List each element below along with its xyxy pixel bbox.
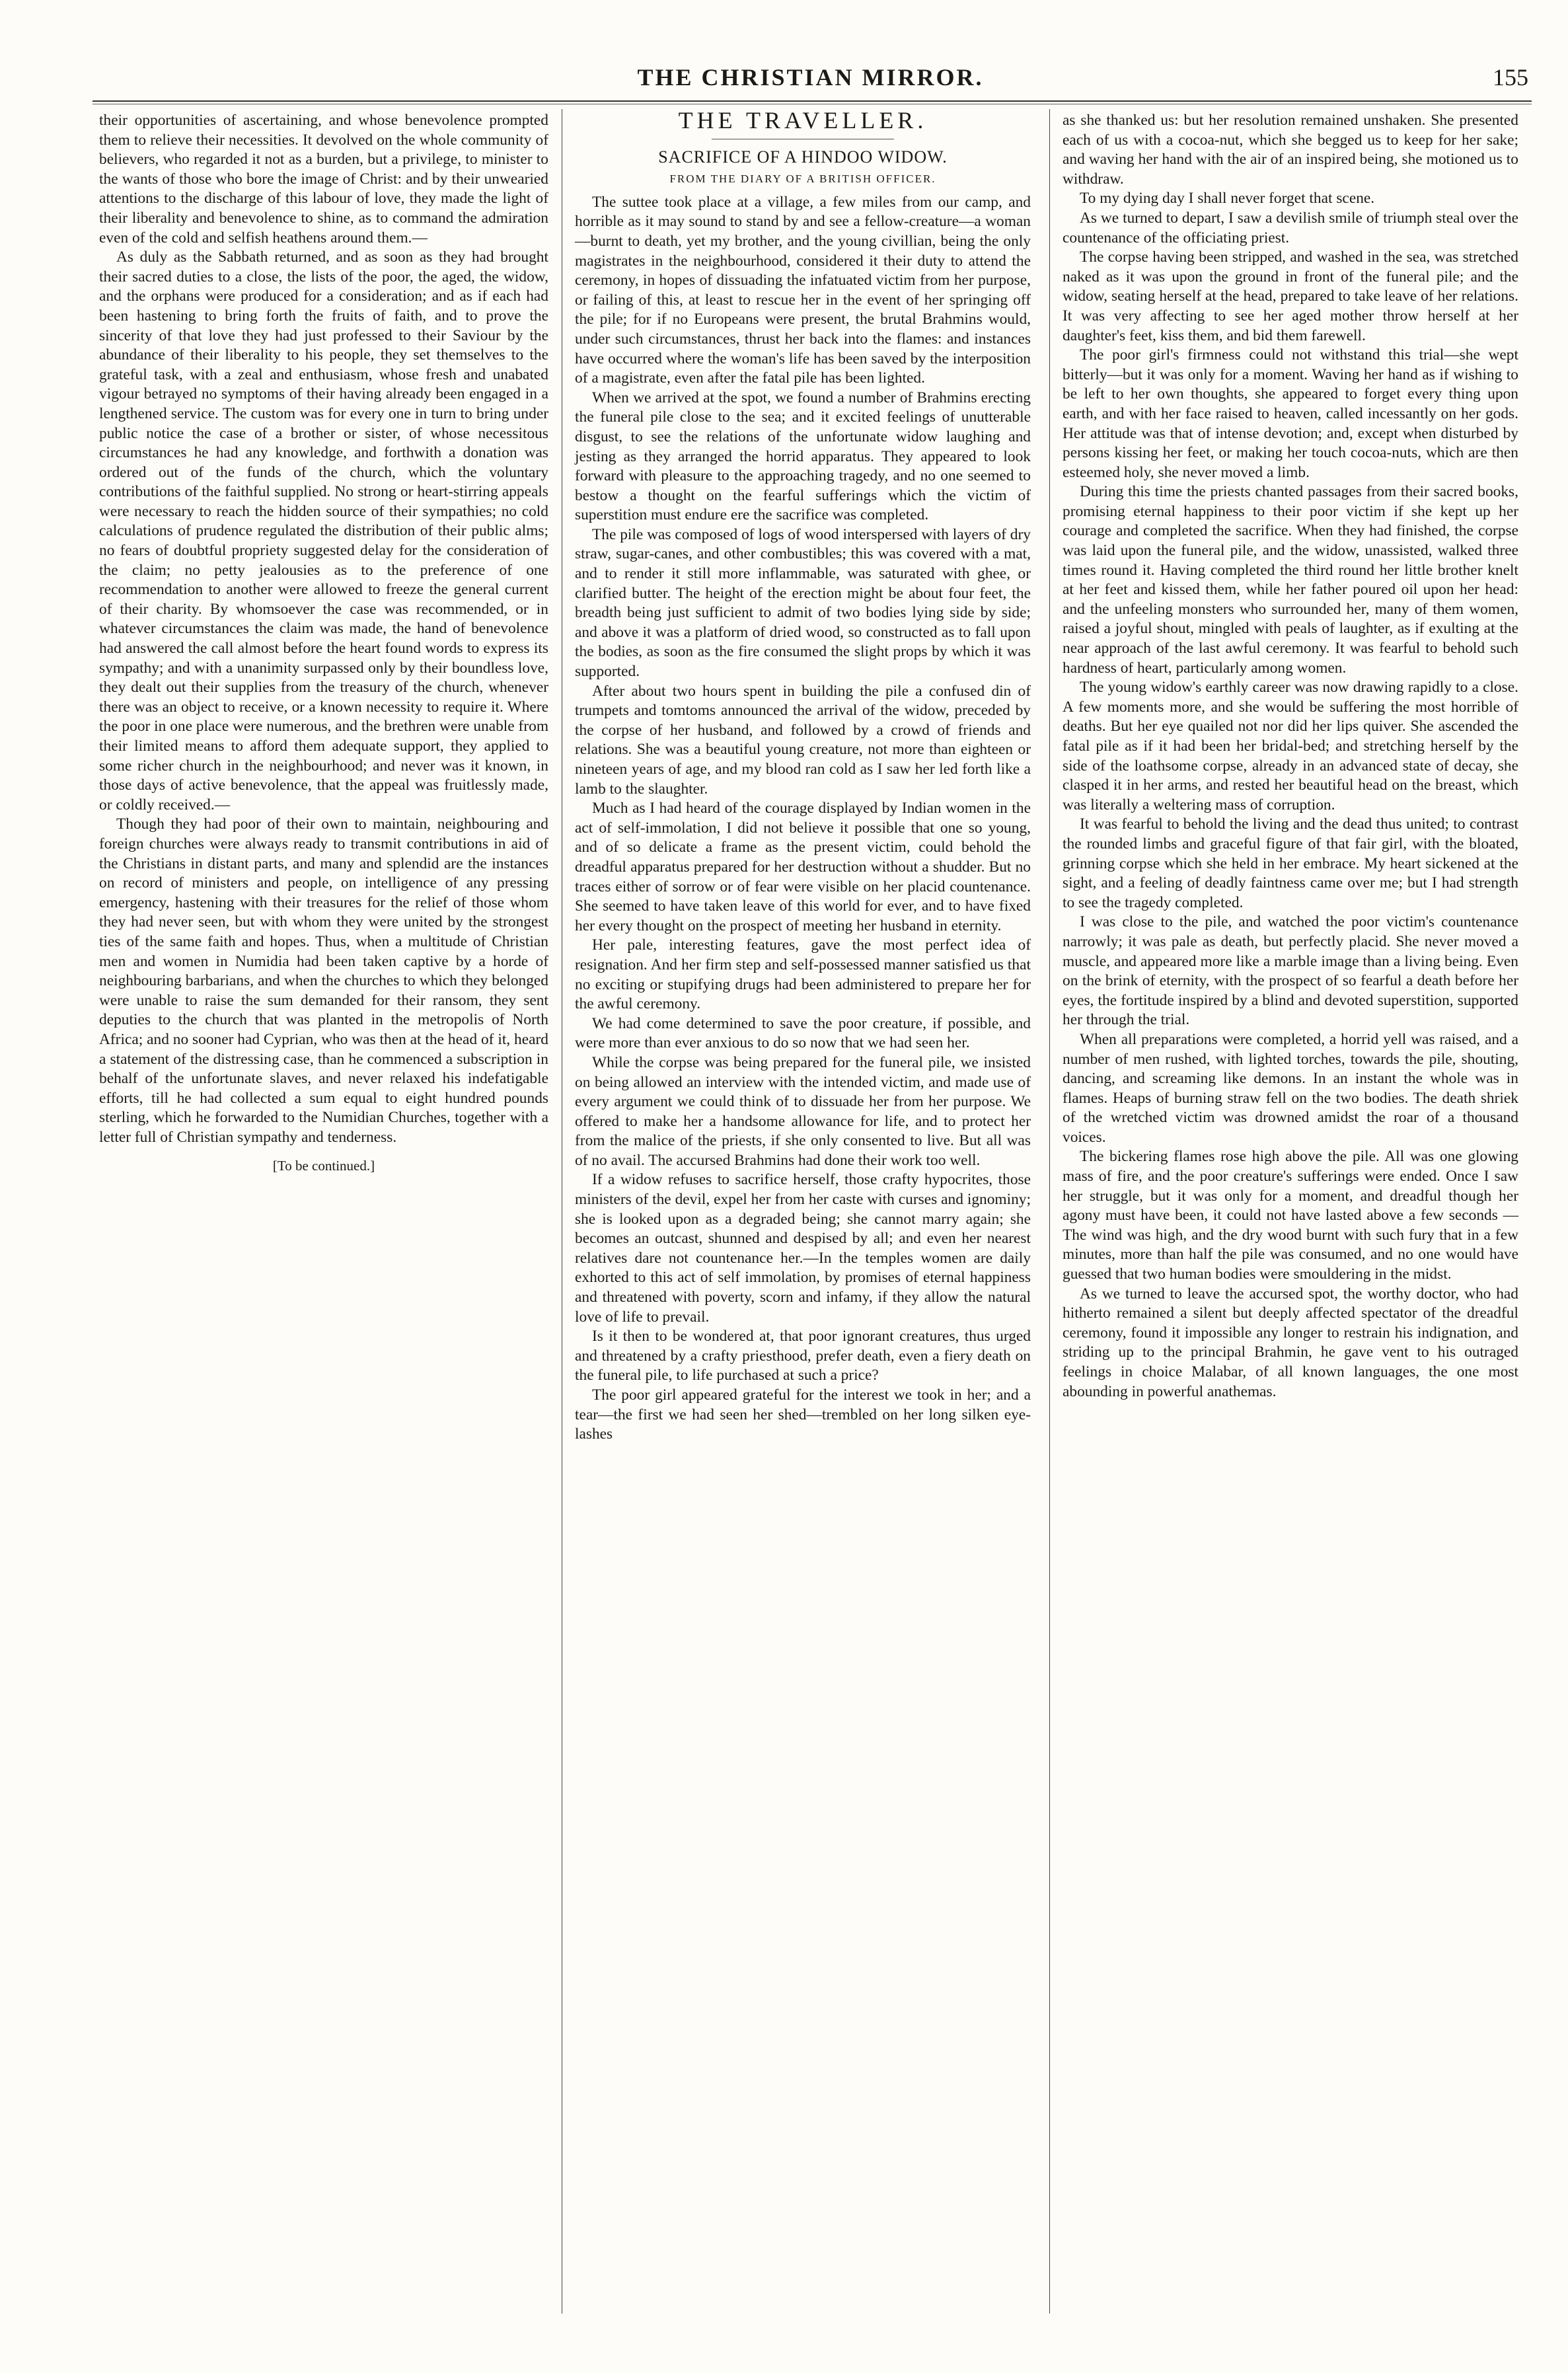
header-rule xyxy=(93,100,1532,102)
paragraph: The bickering flames rose high above the pile. All was one glowing mass of fire, and the poor creature's sufferings were ended. Once I saw her struggle, but it was only for a moment, and dreadful though her agony must have been, it could not have lasted above a few seconds — The wind was high, and the dry wood burnt with such fury that in a few minutes, more than half the pile was consumed, and no one would have guessed that two human bodies were smouldering in the midst. xyxy=(1063,1148,1518,1283)
column-divider xyxy=(1049,109,1050,2314)
paragraph: The young widow's earthly career was now drawing rapidly to a close. A few moments more, and she would be suffering the most horrible of deaths. But her eye quailed not nor did her lips quiver. She ascended the fatal pile as if it had been her bridal-bed; and stretching herself by the side of the loathsome corpse, already in an advanced state of decay, she clasped it in her arms, and rested her beautiful head on the breast, which was literally a weltering mass of corruption. xyxy=(1063,679,1518,813)
paragraph: If a widow refuses to sacrifice herself, those crafty hypocrites, those ministers of the devil, expel her from her caste with curses and ignominy; she is looked upon as a degraded being; she cannot marry again; she becomes an outcast, shunned and despised by all; and even her nearest relatives dare not countenance her.—In the temples women are daily exhorted to this act of self immolation, by promises of eternal happiness and threatened with poverty, scorn and infamy, if they allow the natural love of life to prevail. xyxy=(575,1171,1031,1326)
column-2 xyxy=(575,107,1031,1445)
paragraph: Her pale, interesting features, gave the most perfect idea of resignation. And her firm step and self-possessed manner satisfied us that no exciting or stupifying drugs had been administered to prepare her for the awful ceremony. xyxy=(575,936,1031,1013)
paragraph: The poor girl appeared grateful for the interest we took in her; and a tear—the first we had seen her shed—trembled on her long silken eye-lashes xyxy=(575,1386,1031,1443)
paragraph: Though they had poor of their own to maintain, neighbouring and foreign churches were always ready to transmit contributions in aid of the Christians in distant parts, and many and splendid are the instances on record of ministers and people, on intelligence of any pressing emergency, hastening with their treasures for the relief of those whom they had never seen, but with whom they were united by the strongest ties of the same faith and hopes. Thus, when a multitude of Christian men and women in Numidia had been taken captive by a horde of neighbouring barbarians, and when the churches to which they belonged were unable to raise the sum demanded for their ransom, they sent deputies to the church that was planted in the metropolis of North Africa; and no sooner had Cyprian, who was then at the head of it, heard a statement of the distressing case, than he commenced a subscription in behalf of the unfortunate slaves, and never relaxed his indefatigable efforts, till he had collected a sum equal to eight hundred pounds sterling, which he forwarded to the Numidian Churches, together with a letter full of Christian sympathy and tenderness. xyxy=(99,815,548,1146)
page-number: 155 xyxy=(1493,64,1528,91)
paragraph: Much as I had heard of the courage displayed by Indian women in the act of self-immolation, I did not believe it possible that one so young, and of so delicate a frame as the present victim, could behold the dreadful apparatus prepared for her destruction without a shudder. But no traces either of sorrow or of fear were visible on her placid countenance. She seemed to have taken leave of this world for ever, and to have fixed her every thought on the prospect of meeting her husband in eternity. xyxy=(575,800,1031,934)
paragraph: While the corpse was being prepared for the funeral pile, we insisted on being allowed an interview with the intended victim, and made use of every argument we could think of to dissuade her from her purpose. We offered to make her a handsome allowance for life, and to protect her from the malice of the priests, if she only consented to live. But all was of no avail. The accursed Brahmins had done their work too well. xyxy=(575,1053,1031,1169)
paragraph: The suttee took place at a village, a few miles from our camp, and horrible as it may sound to stand by and see a fellow-creature—a woman—burnt to death, yet my brother, and the young civillian, being the only magistrates in the neighbourhood, considered it their duty to attend the ceremony, in hopes of dissuading the infatuated victim from her purpose, or failing of this, at least to rescue her in the event of her springing off the pile; for if no Europeans were present, the brutal Brahmins would, under such circumstances, thrust her back into the flames: and instances have occurred where the woman's life has been saved by the interposition of a magistrate, even after the fatal pile has been lighted. xyxy=(575,193,1031,387)
paragraph: We had come determined to save the poor creature, if possible, and were more than ever anxious to do so now that we had seen her. xyxy=(575,1014,1031,1052)
column-3 xyxy=(1063,111,1518,1402)
paragraph: It was fearful to behold the living and the dead thus united; to contrast the rounded limbs and graceful figure of that fair girl, with the bloated, grinning corpse which she held in her embrace. My heart sickened at the sight, and a feeling of deadly faintness came over me; but I had strength to see the tragedy completed. xyxy=(1063,815,1518,911)
running-head xyxy=(93,63,1528,96)
section-heading: THE TRAVELLER. xyxy=(678,107,928,133)
paragraph: As duly as the Sabbath returned, and as soon as they had brought their sacred duties to a close, the lists of the poor, the aged, the widow, and the orphans were produced for a consideration; and as if each had been hastening to bring forth the fruits of faith, and to prove the sincerity of that love they had just professed to their Saviour by the abundance of their liberality to his people, they set themselves to the grateful task, with a zeal and enthusiasm, whose fresh and unabated vigour betrayed no symptoms of their having already been engaged in a lengthened service. The custom was for every one in turn to bring under public notice the case of a brother or sister, of whose necessitous circumstances he had any knowledge, and forthwith a donation was ordered out of the funds of the church, which the voluntary contributions of the faithful supplied. No strong or heart-stirring appeals were necessary to reach the hidden source of their sympathies; no cold calculations of prudence regulated the distribution of their public alms; no fears of doubtful propriety suggested delay for the consideration of the claim; no petty jealousies as to the preference of one recommendation to another were allowed to freeze the general current of their charity. By whomsoever the case was recommended, or in whatever circumstances the claim was made, the hand of benevolence had answered the call almost before the heart found words to express its sympathy; and with a unanimity surpassed only by their boundless love, they dealt out their supplies from the treasury of the church, whenever there was an object to receive, or a known necessity to require it. Where the poor in one place were numerous, and the brethren were unable from their limited means to afford them adequate support, they applied to some richer church in the neighbourhood; and never was it known, in those days of active benevolence, that the appeal was fruitlessly made, or coldly received.— xyxy=(99,248,549,813)
paragraph: Is it then to be wondered at, that poor ignorant creatures, thus urged and threatened by a crafty priesthood, prefer death, even a fiery death on the funeral pile, to life purchased at such a price? xyxy=(575,1328,1031,1384)
paragraph: During this time the priests chanted passages from their sacred books, promising eternal happiness to their poor victim if she kept up her courage and completed the sacrifice. When they had finished, the corpse was laid upon the funeral pile, and the widow, unassisted, walked three times round it. Having completed the third round her little brother knelt at her feet and kissed them, while her father poured oil upon her head: and the unfeeling monsters who surrounded her, many of them women, raised a joyful shout, mingled with peals of laughter, as if exulting at the near approach of the last awful ceremony. It was fearful to behold such hardness of heart, particularly among women. xyxy=(1063,483,1518,677)
paragraph: After about two hours spent in building the pile a confused din of trumpets and tomtoms announced the arrival of the widow, preceded by the corpse of her husband, and followed by a crowd of friends and relations. She was a beautiful young creature, not more than eighteen or nineteen years of age, and my blood ran cold as I saw her led forth like a lamb to the slaughter. xyxy=(575,682,1031,798)
paragraph: their opportunities of ascertaining, and whose benevolence prompted them to relieve their necessities. It devolved on the whole community of believers, who regarded it not as a burden, but a privilege, to minister to the wants of those who bore the image of Christ: and by their unwearied attentions to the discharge of this labour of love, they made the light of their liberality and benevolence to shine, as to command the admiration even of the cold and selfish heathens around them.— xyxy=(99,112,548,246)
paragraph: To my dying day I shall never forget that scene. xyxy=(1080,190,1375,207)
paragraph: When we arrived at the spot, we found a number of Brahmins erecting the funeral pile close to the sea; and it excited feelings of unutterable disgust, to see the relations of the unfortunate widow laughing and jesting as they arranged the horrid apparatus. They appeared to look forward with pleasure to the approaching tragedy, and no one seemed to bestow a thought on the fearful sufferings which the victim of superstition must endure ere the sacrifice was completed. xyxy=(575,389,1031,524)
paragraph: The corpse having been stripped, and washed in the sea, was stretched naked as it was upon the ground in front of the funeral pile; and the widow, seating herself at the head, prepared to take leave of her relations. It was very affecting to see her aged mother throw herself at her daughter's feet, kiss them, and bid them farewell. xyxy=(1063,248,1518,344)
paragraph: as she thanked us: but her resolution remained unshaken. She presented each of us with a cocoa-nut, which she begged us to keep for her sake; and waving her hand with the air of an inspired being, she motioned us to withdraw. xyxy=(1063,112,1518,188)
article-subtitle: FROM THE DIARY OF A BRITISH OFFICER. xyxy=(669,172,936,186)
paragraph: As we turned to leave the accursed spot, the worthy doctor, who had hitherto remained a silent but deeply affected spectator of the dreadful ceremony, found it impossible any longer to restrain his indignation, and striding up to the principal Brahmin, he gave vent to his outraged feelings in choice Malabar, of all known languages, the one most abounding in powerful anathemas. xyxy=(1063,1285,1518,1400)
continued-note: [To be continued.] xyxy=(272,1158,375,1174)
paragraph: The pile was composed of logs of wood interspersed with layers of dry straw, sugar-canes, and other combustibles; this was covered with a mat, and to render it still more inflammable, was saturated with ghee, or clarified butter. The height of the erection might be about four feet, the breadth being just sufficient to admit of two bodies lying side by side; and above it was a platform of dried wood, so constructed as to fall upon the bodies, as soon as the fire consumed the slight props by which it was supported. xyxy=(575,525,1031,681)
article-title: SACRIFICE OF A HINDOO WIDOW. xyxy=(658,147,948,167)
column-1 xyxy=(99,111,548,1176)
paragraph: The poor girl's firmness could not withstand this trial—she wept bitterly—but it was only for a moment. Waving her hand as if wishing to be left to her own thoughts, she appeared to forget every thing upon earth, and with her face raised to heaven, called incessantly on her gods. Her attitude was that of intense devotion; and, except when disturbed by persons kissing her feet, or making her touch cocoa-nuts, which are then esteemed holy, she never moved a limb. xyxy=(1063,346,1518,481)
paragraph: When all preparations were completed, a horrid yell was raised, and a number of men rushed, with lighted torches, towards the pile, shouting, dancing, and screaming like demons. In an instant the whole was in flames. Heaps of burning straw fell on the two bodies. The death shriek of the wretched victim was drowned amidst the roar of a thousand voices. xyxy=(1063,1030,1518,1146)
paragraph: I was close to the pile, and watched the poor victim's countenance narrowly; it was pale as death, but perfectly placid. She never moved a muscle, and appeared more like a marble image than a living being. Even on the brink of eternity, with the prospect of so fearful a death before her eyes, the fortitude inspired by a blind and devoted superstition, supported her through the trial. xyxy=(1063,913,1518,1029)
masthead: THE CHRISTIAN MIRROR. xyxy=(637,64,984,91)
paragraph: As we turned to depart, I saw a devilish smile of triumph steal over the countenance of the officiating priest. xyxy=(1063,209,1518,246)
